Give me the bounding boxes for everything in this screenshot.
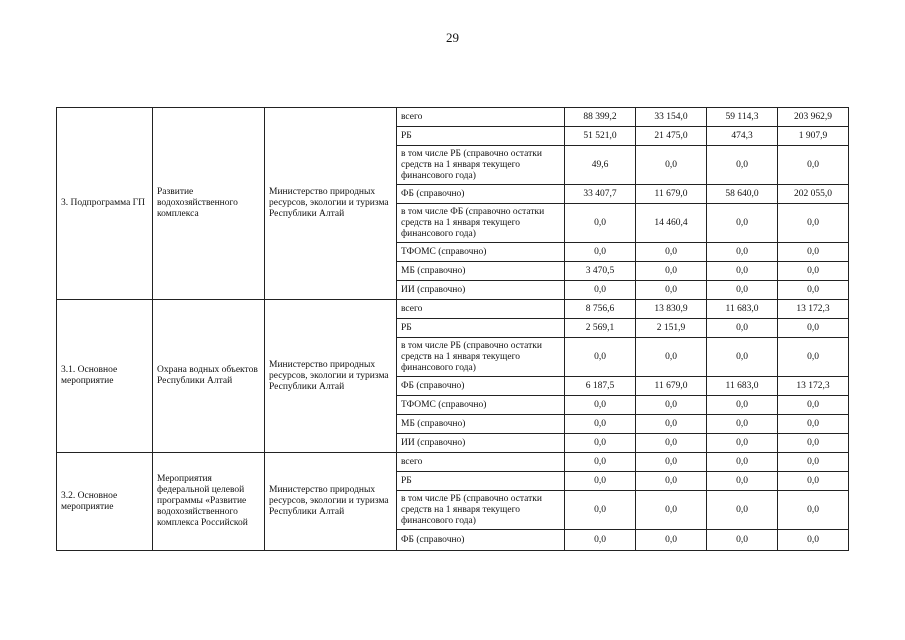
- amount-cell-year-1: 6 187,5: [565, 377, 636, 396]
- amount-cell-year-4: 0,0: [778, 472, 849, 491]
- table-row: [57, 453, 849, 472]
- activity-name-text: Охрана водных объектов Республики Алтай: [157, 365, 258, 386]
- amount-cell-year-2: 0,0: [636, 415, 707, 434]
- funding-source-cell: ФБ (справочно): [397, 530, 565, 551]
- amount-cell-year-4: 0,0: [778, 453, 849, 472]
- amount-cell-year-2: 14 460,4: [636, 204, 707, 243]
- amount-cell-year-1: 0,0: [565, 472, 636, 491]
- amount-cell-year-4: 203 962,9: [778, 108, 849, 127]
- amount-cell-year-4: 0,0: [778, 243, 849, 262]
- table-row: [57, 108, 849, 127]
- activity-name-cell: [153, 108, 265, 300]
- funding-source-cell: ТФОМС (справочно): [397, 243, 565, 262]
- amount-cell-year-1: 2 569,1: [565, 319, 636, 338]
- funding-source-cell: в том числе ФБ (справочно остатки средств на 1 января текущего финансового года): [397, 204, 565, 243]
- funding-source-cell: в том числе РБ (справочно остатки средств на 1 января текущего финансового года): [397, 491, 565, 530]
- amount-cell-year-2: 0,0: [636, 453, 707, 472]
- executor-cell: Министерство природных ресурсов, экологии и туризма Республики Алтай: [265, 108, 397, 300]
- funding-source-cell: в том числе РБ (справочно остатки средств на 1 января текущего финансового года): [397, 146, 565, 185]
- amount-cell-year-2: 0,0: [636, 472, 707, 491]
- amount-cell-year-2: 21 475,0: [636, 127, 707, 146]
- amount-cell-year-3: 0,0: [707, 491, 778, 530]
- amount-cell-year-1: 0,0: [565, 491, 636, 530]
- amount-cell-year-3: 0,0: [707, 204, 778, 243]
- funding-source-cell: РБ: [397, 127, 565, 146]
- amount-cell-year-3: 0,0: [707, 415, 778, 434]
- budget-table-body: [57, 108, 849, 551]
- amount-cell-year-3: 0,0: [707, 243, 778, 262]
- funding-source-cell: ТФОМС (справочно): [397, 396, 565, 415]
- funding-source-cell: ФБ (справочно): [397, 185, 565, 204]
- funding-source-cell: ИИ (справочно): [397, 434, 565, 453]
- program-cell: 3. Подпрограмма ГП: [57, 108, 153, 300]
- amount-cell-year-3: 0,0: [707, 396, 778, 415]
- amount-cell-year-4: 13 172,3: [778, 300, 849, 319]
- amount-cell-year-3: 0,0: [707, 434, 778, 453]
- amount-cell-year-2: 13 830,9: [636, 300, 707, 319]
- amount-cell-year-2: 0,0: [636, 243, 707, 262]
- executor-cell: Министерство природных ресурсов, экологии и туризма Республики Алтай: [265, 300, 397, 453]
- amount-cell-year-1: 0,0: [565, 204, 636, 243]
- executor-cell: Министерство природных ресурсов, экологии и туризма Республики Алтай: [265, 453, 397, 551]
- amount-cell-year-1: 3 470,5: [565, 262, 636, 281]
- amount-cell-year-1: 0,0: [565, 453, 636, 472]
- amount-cell-year-4: 0,0: [778, 530, 849, 551]
- amount-cell-year-3: 0,0: [707, 319, 778, 338]
- budget-table: [56, 107, 849, 551]
- amount-cell-year-3: 0,0: [707, 338, 778, 377]
- amount-cell-year-2: 0,0: [636, 491, 707, 530]
- amount-cell-year-2: 33 154,0: [636, 108, 707, 127]
- amount-cell-year-1: 0,0: [565, 396, 636, 415]
- program-cell: 3.1. Основное мероприятие: [57, 300, 153, 453]
- amount-cell-year-4: 13 172,3: [778, 377, 849, 396]
- amount-cell-year-4: 0,0: [778, 262, 849, 281]
- amount-cell-year-3: 0,0: [707, 472, 778, 491]
- amount-cell-year-3: 0,0: [707, 281, 778, 300]
- amount-cell-year-2: 11 679,0: [636, 377, 707, 396]
- amount-cell-year-1: 0,0: [565, 243, 636, 262]
- funding-source-cell: ИИ (справочно): [397, 281, 565, 300]
- funding-source-cell: РБ: [397, 319, 565, 338]
- activity-name-cell: [153, 453, 265, 551]
- amount-cell-year-4: 0,0: [778, 319, 849, 338]
- table-row: [57, 300, 849, 319]
- amount-cell-year-3: 58 640,0: [707, 185, 778, 204]
- amount-cell-year-2: 0,0: [636, 146, 707, 185]
- funding-source-cell: ФБ (справочно): [397, 377, 565, 396]
- funding-source-cell: МБ (справочно): [397, 262, 565, 281]
- amount-cell-year-3: 59 114,3: [707, 108, 778, 127]
- activity-name-cell: [153, 300, 265, 453]
- amount-cell-year-1: 0,0: [565, 530, 636, 551]
- amount-cell-year-2: 0,0: [636, 281, 707, 300]
- amount-cell-year-2: 0,0: [636, 434, 707, 453]
- amount-cell-year-2: 11 679,0: [636, 185, 707, 204]
- funding-source-cell: всего: [397, 453, 565, 472]
- amount-cell-year-4: 1 907,9: [778, 127, 849, 146]
- amount-cell-year-4: 0,0: [778, 281, 849, 300]
- amount-cell-year-4: 0,0: [778, 338, 849, 377]
- activity-name-text: Развитие водохозяйственного комплекса: [157, 187, 238, 219]
- funding-source-cell: всего: [397, 108, 565, 127]
- amount-cell-year-1: 0,0: [565, 338, 636, 377]
- amount-cell-year-3: 11 683,0: [707, 377, 778, 396]
- amount-cell-year-4: 0,0: [778, 434, 849, 453]
- amount-cell-year-2: 0,0: [636, 530, 707, 551]
- funding-source-cell: в том числе РБ (справочно остатки средств на 1 января текущего финансового года): [397, 338, 565, 377]
- amount-cell-year-1: 33 407,7: [565, 185, 636, 204]
- amount-cell-year-4: 202 055,0: [778, 185, 849, 204]
- amount-cell-year-2: 0,0: [636, 396, 707, 415]
- amount-cell-year-1: 0,0: [565, 281, 636, 300]
- amount-cell-year-1: 8 756,6: [565, 300, 636, 319]
- amount-cell-year-3: 0,0: [707, 530, 778, 551]
- amount-cell-year-1: 49,6: [565, 146, 636, 185]
- amount-cell-year-3: 474,3: [707, 127, 778, 146]
- amount-cell-year-1: 0,0: [565, 415, 636, 434]
- amount-cell-year-3: 11 683,0: [707, 300, 778, 319]
- amount-cell-year-1: 51 521,0: [565, 127, 636, 146]
- amount-cell-year-3: 0,0: [707, 146, 778, 185]
- amount-cell-year-4: 0,0: [778, 146, 849, 185]
- amount-cell-year-4: 0,0: [778, 491, 849, 530]
- amount-cell-year-2: 0,0: [636, 262, 707, 281]
- funding-source-cell: МБ (справочно): [397, 415, 565, 434]
- amount-cell-year-2: 0,0: [636, 338, 707, 377]
- amount-cell-year-1: 88 399,2: [565, 108, 636, 127]
- amount-cell-year-4: 0,0: [778, 415, 849, 434]
- page-number: 29: [446, 30, 459, 45]
- amount-cell-year-2: 2 151,9: [636, 319, 707, 338]
- funding-source-cell: РБ: [397, 472, 565, 491]
- funding-source-cell: всего: [397, 300, 565, 319]
- amount-cell-year-3: 0,0: [707, 262, 778, 281]
- amount-cell-year-1: 0,0: [565, 434, 636, 453]
- amount-cell-year-4: 0,0: [778, 204, 849, 243]
- amount-cell-year-4: 0,0: [778, 396, 849, 415]
- program-cell: 3.2. Основное мероприятие: [57, 453, 153, 551]
- activity-name-text: Мероприятия федеральной целевой программы «Развитие водохозяйственного комплекса Российской: [157, 474, 248, 528]
- amount-cell-year-3: 0,0: [707, 453, 778, 472]
